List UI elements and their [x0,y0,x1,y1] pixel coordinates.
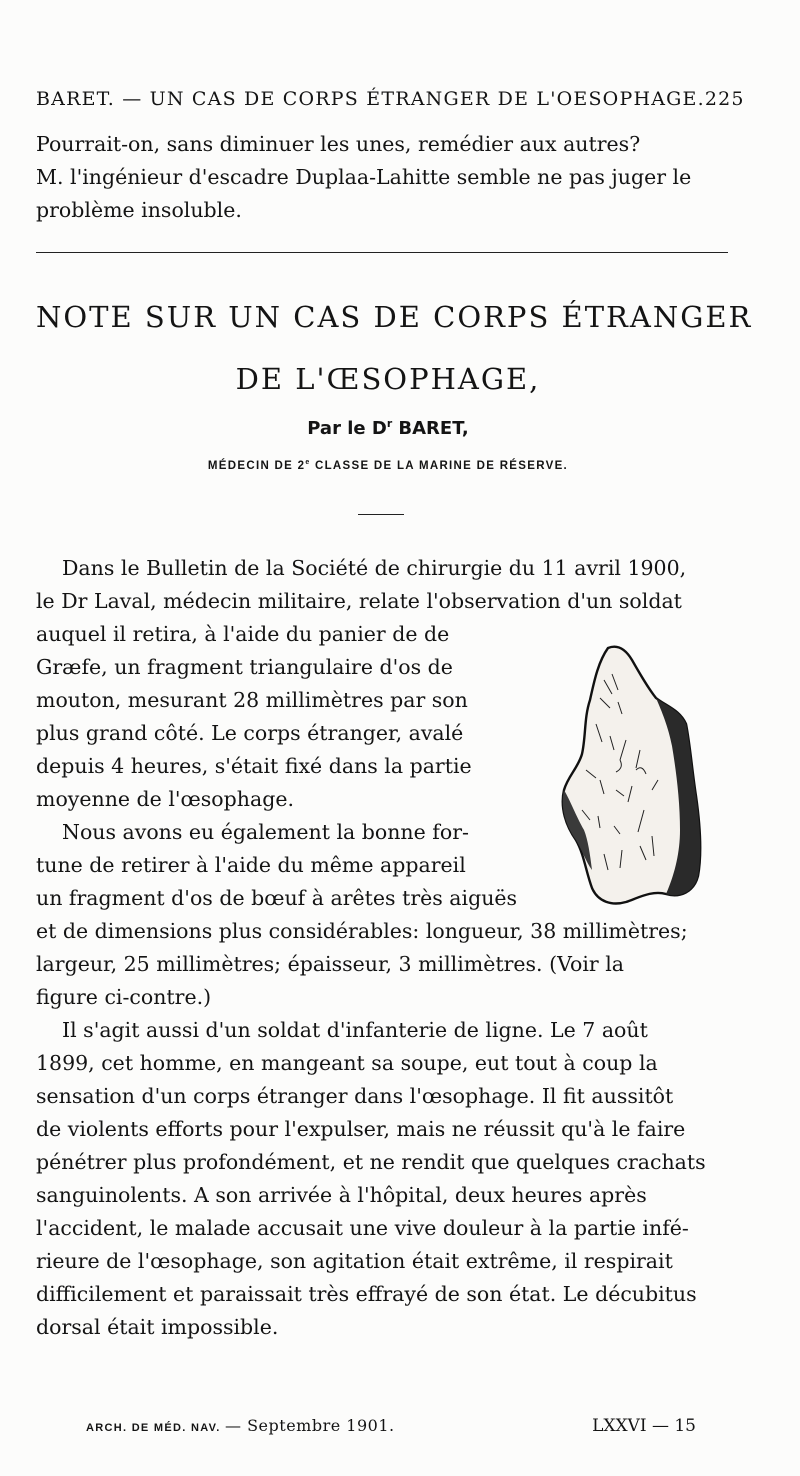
author-byline [36,418,740,439]
byline-author: BARET, [392,418,469,439]
body-line: le Dr Laval, médecin militaire, relate l'observation d'un soldat [36,589,682,613]
body-line: mouton, mesurant 28 millimètres par son [36,688,468,712]
byline-prefix: Par le D [307,418,387,439]
body-line: plus grand côté. Le corps étranger, avalé [36,721,464,745]
byline-sup: r [386,417,393,430]
page-number: 225 [704,88,745,110]
body-line: sensation d'un corps étranger dans l'œsophage. Il fit aussitôt [36,1084,674,1108]
body-line: un fragment d'os de bœuf à arêtes très aiguës [36,886,518,910]
running-head [36,88,745,110]
footer-journal: ARCH. DE MÉD. NAV. [86,1422,221,1434]
affiliation-after: CLASSE DE LA MARINE DE RÉSERVE. [310,460,569,472]
page-footer [86,1416,696,1436]
affiliation-sup: e [305,459,311,467]
footer-volume: LXXVI — 15 [592,1416,696,1436]
bone-fragment-illustration [556,640,740,910]
intro-line: problème insoluble. [36,198,242,222]
running-head-title: BARET. — UN CAS DE CORPS ÉTRANGER DE L'OESOPHAGE. [36,88,705,110]
body-line: moyenne de l'œsophage. [36,787,294,811]
footer-date: — Septembre 1901. [225,1416,395,1435]
intro-paragraph [36,128,740,227]
section-divider [36,252,728,253]
body-line: dorsal était impossible. [36,1315,279,1339]
body-line: de violents efforts pour l'expulser, mais ne réussit qu'à le faire [36,1117,686,1141]
footer-citation [86,1416,395,1436]
body-line: depuis 4 heures, s'était fixé dans la partie [36,754,472,778]
body-line: Nous avons eu également la bonne for- [62,820,469,844]
body-line: difficilement et paraissait très effrayé de son état. Le décubitus [36,1282,697,1306]
body-line: et de dimensions plus considérables: longueur, 38 millimètres; [36,919,688,943]
body-line: pénétrer plus profondément, et ne rendit que quelques crachats [36,1150,706,1174]
body-line: largeur, 25 millimètres; épaisseur, 3 millimètres. (Voir la [36,952,624,976]
author-affiliation [36,460,740,472]
body-line: rieure de l'œsophage, son agitation était extrême, il respirait [36,1249,673,1273]
body-line: tune de retirer à l'aide du même appareil [36,853,466,877]
title-divider [358,514,404,515]
body-line: 1899, cet homme, en mangeant sa soupe, eut tout à coup la [36,1051,658,1075]
body-line: sanguinolents. A son arrivée à l'hôpital, deux heures après [36,1183,647,1207]
body-line: figure ci-contre.) [36,985,212,1009]
body-line: auquel il retira, à l'aide du panier de de [36,622,450,646]
article-title-line-1: NOTE SUR UN CAS DE CORPS ÉTRANGER [36,300,753,334]
intro-line: Pourrait-on, sans diminuer les unes, remédier aux autres? [36,132,641,156]
body-line: Dans le Bulletin de la Société de chirurgie du 11 avril 1900, [62,556,687,580]
body-line: Il s'agit aussi d'un soldat d'infanterie de ligne. Le 7 août [62,1018,648,1042]
intro-line: M. l'ingénieur d'escadre Duplaa-Lahitte semble ne pas juger le [36,165,692,189]
article-title-line-2: DE L'ŒSOPHAGE, [235,362,541,396]
affiliation-before: MÉDECIN DE 2 [207,460,306,472]
body-line: Græfe, un fragment triangulaire d'os de [36,655,453,679]
body-line: l'accident, le malade accusait une vive douleur à la partie infé- [36,1216,689,1240]
